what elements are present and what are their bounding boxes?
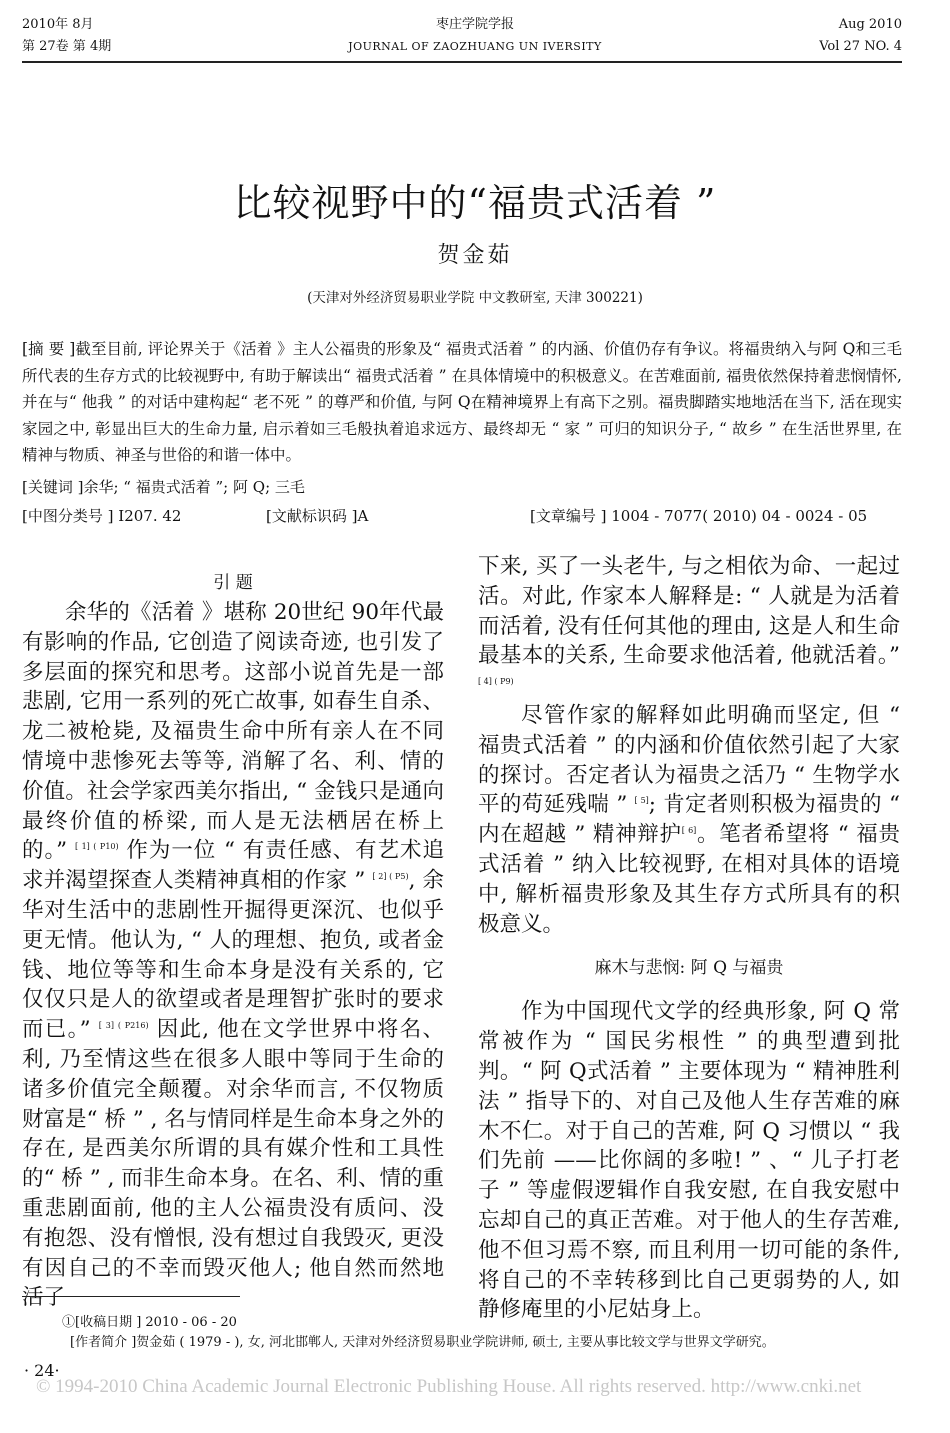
paragraph: 下来, 买了一头老牛, 与之相依为命、一起过活。对此, 作家本人解释是: “ 人就是为活着而活着, 没有任何其他的理由, 这是人和生命最基本的关系, 生命要求他活着, 他就活着。” $^{[ 4] ( P9)}$ [478, 554, 900, 687]
abstract-label: [摘 要 ] [22, 340, 76, 358]
paragraph: 作为中国现代文学的经典形象, 阿 Q 常常被作为 “ 国民劣根性 ” 的典型遭到批判。“ 阿 Q式活着 ” 主要体现为 “ 精神胜利法 ” 指导下的、对自己及他人生存苦难的麻木不仁。对于自己的苦难, 阿 Q 习惯以 “ 我们先前 ——比你阔的多啦! ” 、“ 儿子打老子 ” 等虚假逻辑作自我安慰, 在自我安慰中忘却自己的真正苦难。对于他人的生存苦难, 他不但习焉不察, 而且利用一切可能的条件, 将自己的不幸转移到比自己更弱势的人, 如静修庵里的小尼姑身上。 [478, 999, 900, 1323]
header-rule [22, 61, 902, 63]
footnote-rule [22, 1296, 240, 1297]
section-heading-introduction: 引 题 [213, 573, 253, 593]
copyright-watermark: © 1994-2010 China Academic Journal Electronic Publishing House. All rights reserved. http://www.cnki.net [36, 1376, 862, 1397]
footnote-author-bio: [作者简介 ]贺金茹 ( 1979 - ), 女, 河北邯郸人, 天津对外经济贸易职业学院讲师, 硕士, 主要从事比较文学与世界文学研究。 [70, 1335, 775, 1350]
clc-number [22, 505, 181, 526]
paragraph: 尽管作家的解释如此明确而坚定, 但 “ 福贵式活着 ” 的内涵和价值依然引起了大家的探讨。否定者认为福贵之活乃 “ 生物学水平的苟延残喘 ” [ 5]; 肯定者则积极为福贵的 “ 内在超越 ” 精神辩护[ 6]。笔者希望将 “ 福贵式活着 ” 纳入比较视野, 在相对具体的语境中, 解析福贵形象及其生存方式所具有的积极意义。 [478, 702, 900, 937]
article-number [530, 505, 867, 526]
keywords-label: [关键词 ] [22, 478, 84, 496]
paragraph: 余华的《活着 》堪称 20世纪 90年代最有影响的作品, 它创造了阅读奇迹, 也引发了多层面的探究和思考。这部小说首先是一部悲剧, 它用一系列的死亡故事, 如春生自杀、龙二被枪毙, 及福贵生命中所有亲人在不同情境中悲惨死去等等, 消解了名、利、情的价值。社会学家西美尔指出, “ 金钱只是通向最终价值的桥梁, 而人是无法栖居在桥上的。” $^{[ 1] ( P10)}$ 作为一位 “ 有责任感、有艺术追求并渴望探查人类精神真相的作家 ” $^{[ 2] ( P5)}$, 余华对生活中的悲剧性开掘得更深沉、也似乎更无情。他认为, “ 人的理想、抱负, 或者金钱、地位等等和生命本身是没有关系的, 它仅仅只是人的欲望或者是理智扩张时的要求而已。” $^{[ 3] ( P216)}$ 因此, 他在文学世界中将名、利, 乃至情这些在很多人眼中等同于生命的诸多价值完全颠覆。对余华而言, 不仅物质财富是“ 桥 ” , 名与情同样是生命本身之外的存在, 是西美尔所谓的具有媒介性和工具性的“ 桥 ” , 而非生命本身。在名、利、情的重重悲剧面前, 他的主人公福贵没有质问、没有抱怨、没有憎恨, 没有想过自我毁灭, 更没有因自己的不幸而毁灭他人; 他自然而然地活了 [22, 600, 445, 1311]
doc-code-value: A [357, 507, 369, 525]
article-affiliation: (天津对外经济贸易职业学院 中文教研室, 天津 300221) [307, 290, 643, 306]
abstract [22, 336, 902, 469]
citation: [ 6] [681, 826, 697, 836]
footnote-received: ①[收稿日期 ] 2010 - 06 - 20 [62, 1315, 237, 1330]
article-title: 比较视野中的“福贵式活着 ” [233, 181, 717, 225]
citation: [ 5] [634, 796, 649, 806]
header-volume-en: Vol 27 NO. 4 [819, 39, 902, 54]
clc-label: [中图分类号 ] [22, 507, 114, 525]
section-heading-numbness: 麻木与悲悯: 阿 Q 与福贵 [594, 958, 784, 979]
doc-code [266, 505, 368, 526]
header-volume-cn: 第 27卷 第 4期 [22, 39, 112, 54]
article-author: 贺金茹 [437, 243, 513, 268]
abstract-text: 截至目前, 评论界关于《活着 》主人公福贵的形象及“ 福贵式活着 ” 的内涵、价值仍存有争议。将福贵纳入与阿 Q和三毛所代表的生存方式的比较视野中, 有助于解读出“ 福贵式活着 ” 在具体情境中的积极意义。在苦难面前, 福贵依然保持着悲悯情怀, 并在与“ 他我 ” 的对话中建构起“ 老不死 ” 的尊严和价值, 与阿 Q在精神境界上有高下之别。福贵脚踏实地地活在当下, 活在现实家园之中, 彰显出巨大的生命力量, 启示着如三毛般执着追求远方、最终却无 “ 家 ” 可归的知识分子, “ 故乡 ” 在生活世界里, 在精神与物质、神圣与世俗的和谐一体中。 [22, 340, 902, 464]
header-journal-cn: 枣庄学院学报 [435, 17, 514, 32]
right-column [478, 552, 900, 1325]
keywords-text: 余华; “ 福贵式活着 ”; 阿 Q; 三毛 [83, 478, 305, 496]
article-number-value: 1004 - 7077( 2010) 04 - 0024 - 05 [611, 507, 868, 525]
citation: [ 2] ( P5) [372, 872, 409, 882]
header-date-en: Aug 2010 [838, 17, 902, 32]
clc-value: I207. 42 [118, 507, 182, 525]
keywords [22, 476, 305, 497]
left-column [22, 568, 444, 1313]
article-number-label: [文章编号 ] [530, 507, 607, 525]
page-number: · 24· [24, 1361, 60, 1380]
header-date-cn: 2010年 8月 [22, 17, 94, 32]
header-journal-en: JOURNAL OF ZAOZHUANG UN IVERSITY [348, 40, 602, 53]
doc-code-label: [文献标识码 ] [266, 507, 358, 525]
citation: [ 1] ( P10) [74, 842, 119, 852]
citation: [ 3] ( P216) [98, 1021, 149, 1031]
citation: [ 4] ( P9) [478, 677, 514, 687]
